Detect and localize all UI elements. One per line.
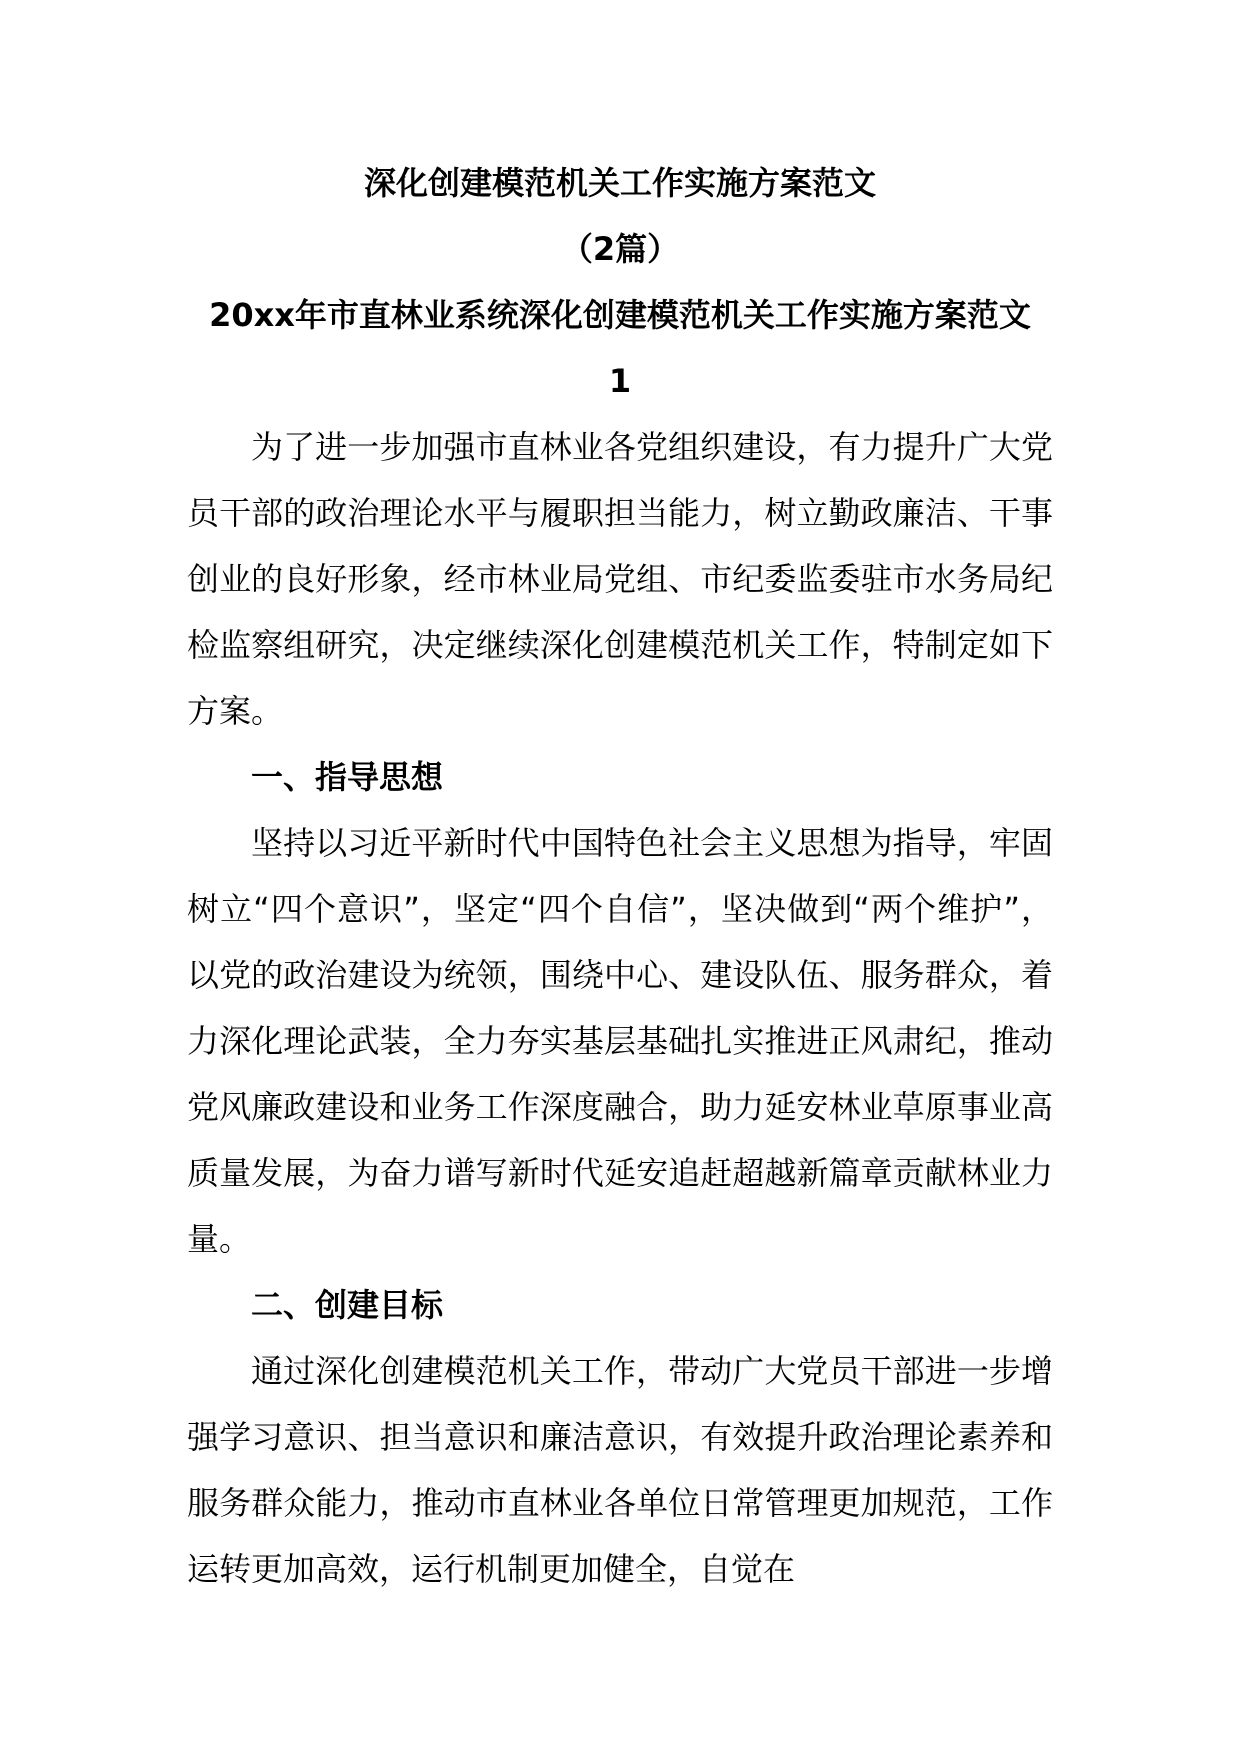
document-title: 深化创建模范机关工作实施方案范文	[363, 164, 876, 202]
document-subtitle-number: 1	[608, 362, 632, 400]
document-title-count: （2篇）	[560, 230, 680, 268]
document-subtitle: 20xx年市直林业系统深化创建模范机关工作实施方案范文	[209, 296, 1031, 334]
goals-paragraph: 通过深化创建模范机关工作，带动广大党员干部进一步增强学习意识、担当意识和廉洁意识，有效提升政治理论素养和服务群众能力，推动市直林业各单位日常管理更加规范，工作运转更加高效，运行机制更加健全，自觉在	[187, 1352, 1053, 1588]
intro-paragraph: 为了进一步加强市直林业各党组织建设，有力提升广大党员干部的政治理论水平与履职担当能力，树立勤政廉洁、干事创业的良好形象，经市林业局党组、市纪委监委驻市水务局纪检监察组研究，决定继续深化创建模范机关工作，特制定如下方案。	[187, 428, 1053, 730]
section-heading-guiding-ideology: 一、指导思想	[251, 758, 444, 796]
document-body	[187, 150, 1053, 1602]
section-heading-goals: 二、创建目标	[251, 1286, 444, 1324]
guiding-ideology-paragraph: 坚持以习近平新时代中国特色社会主义思想为指导，牢固树立“四个意识”，坚定“四个自信”，坚决做到“两个维护”，以党的政治建设为统领，围绕中心、建设队伍、服务群众，着力深化理论武装，全力夯实基层基础扎实推进正风肃纪，推动党风廉政建设和业务工作深度融合，助力延安林业草原事业高质量发展，为奋力谱写新时代延安追赶超越新篇章贡献林业力量。	[187, 824, 1053, 1258]
